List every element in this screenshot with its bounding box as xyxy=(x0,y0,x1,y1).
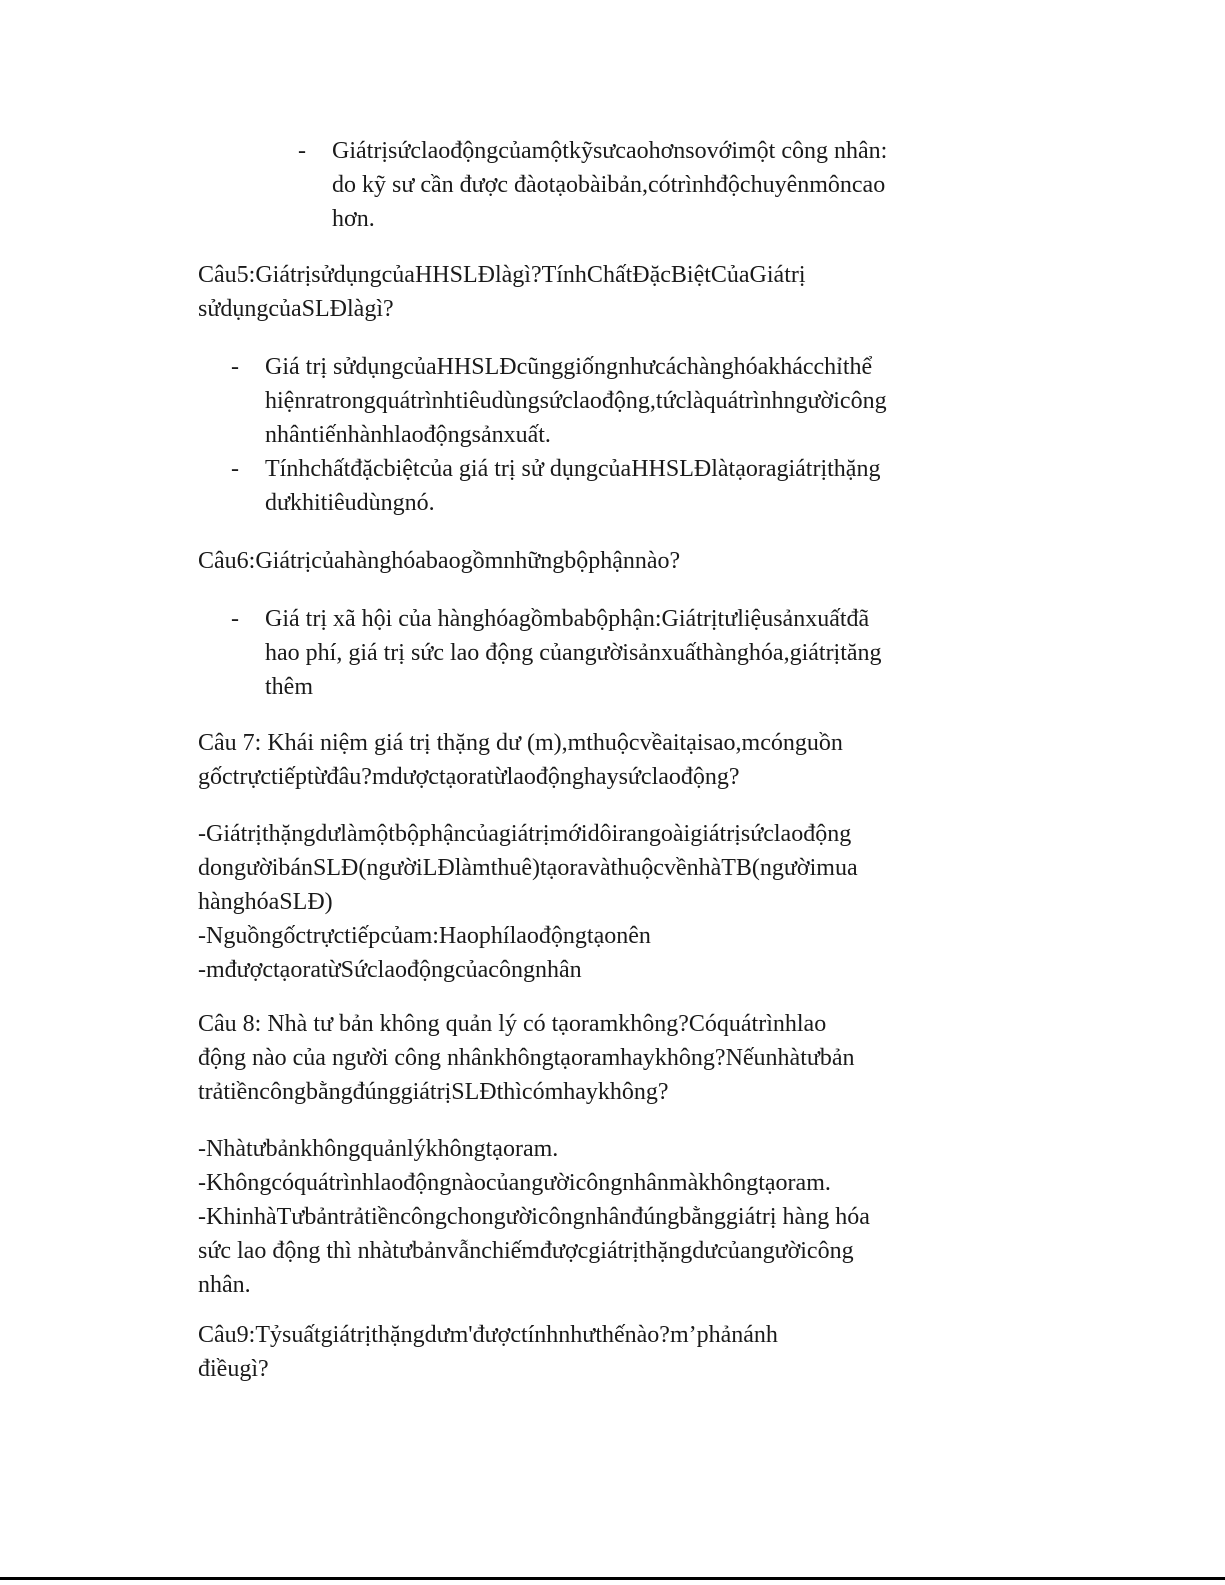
text-line: hơn. xyxy=(332,206,375,232)
text-line: -Giátrịthặngdưlàmộtbộphậncủagiátrịmớidôirangoàigiátrịsứclaođộng xyxy=(198,821,852,847)
text-line: -mđượctạoratừSứclaođộngcủacôngnhân xyxy=(198,957,582,983)
question-8-heading xyxy=(198,1007,998,1109)
text-line: nhântiếnhànhlaođộngsảnxuất. xyxy=(265,422,551,448)
question-6-answers xyxy=(231,602,1011,704)
text-line: hao phí, giá trị sức lao động củangườisảnxuấthànghóa,giátrịtăng xyxy=(265,640,882,666)
text-line: thêm xyxy=(265,674,313,700)
text-line: Giá trị xã hội của hànghóagồmbabộphận:Giátrịtưliệusảnxuấtđã xyxy=(265,606,870,632)
text-line: -Khôngcóquátrìnhlaođộngnàocủangườicôngnhânmàkhôngtạoram. xyxy=(198,1170,831,1196)
text-line: Tínhchấtđặcbiệtcủa giá trị sử dụngcủaHHSLĐlàtạoragiátrịthặng xyxy=(265,456,881,482)
text-line: dongườibánSLĐ(ngườiLĐlàmthuê)tạoravàthuộcvềnhàTB(ngườimua xyxy=(198,855,858,881)
text-line: hànghóaSLĐ) xyxy=(198,889,333,915)
text-line: gốctrựctiếptừđâu?mdượctạoratừlaođộnghaysứclaođộng? xyxy=(198,764,740,790)
text-line: trảtiềncôngbằngđúnggiátrịSLĐthìcómhaykhông? xyxy=(198,1079,669,1105)
question-8-answer xyxy=(198,1132,998,1302)
text-line: sức lao động thì nhàtưbảnvẫnchiếmđượcgiátrịthặngdưcủangườicông xyxy=(198,1238,854,1264)
text-line: sửdụngcủaSLĐlàgì? xyxy=(198,296,394,322)
text-line: nhân. xyxy=(198,1272,251,1298)
bullet-dash: - xyxy=(231,354,239,380)
text-line: Giátrịsứclaođộngcủamộtkỹsưcaohơnsovớimột công nhân: xyxy=(332,138,888,164)
question-9-heading xyxy=(198,1318,998,1386)
text-line: Câu6:Giátrịcủahànghóabaogồmnhữngbộphậnnào? xyxy=(198,548,681,574)
text-line: Câu9:Tỷsuấtgiátrịthặngdưm'đượctínhnhưthếnào?m’phảnánh xyxy=(198,1322,778,1348)
list-item xyxy=(231,602,1011,704)
text-line: Câu5:GiátrịsửdụngcủaHHSLĐlàgì?TínhChấtĐặcBiệtCủaGiátrị xyxy=(198,262,806,288)
page-bottom-border xyxy=(0,1577,1225,1580)
text-line: -Nhàtưbảnkhôngquảnlýkhôngtạoram. xyxy=(198,1136,559,1162)
text-line: dưkhitiêudùngnó. xyxy=(265,490,435,516)
text-line: hiệnratrongquátrìnhtiêudùngsứclaođộng,tứclàquátrìnhngườicông xyxy=(265,388,887,414)
text-line: Câu 7: Khái niệm giá trị thặng dư (m),mthuộcvềaitạisao,mcónguồn xyxy=(198,730,843,756)
bullet-dash: - xyxy=(298,138,306,164)
text-line: -KhinhàTưbảntrảtiềncôngchongườicôngnhânđúngbằnggiátrị hàng hóa xyxy=(198,1204,870,1230)
bullet-dash: - xyxy=(231,606,239,632)
text-line: điềugì? xyxy=(198,1356,269,1382)
text-line: -Nguồngốctrựctiếpcủam:Haophílaođộngtạonên xyxy=(198,923,651,949)
text-line: do kỹ sư cần được đàotạobàibản,cótrìnhđộchuyênmôncao xyxy=(332,172,886,198)
question-6-heading xyxy=(198,544,998,578)
question-7-answer xyxy=(198,817,998,987)
list-item xyxy=(231,452,1011,520)
question-5-heading xyxy=(198,258,998,326)
text-line: động nào của người công nhânkhôngtạoramhaykhông?Nếunhàtưbản xyxy=(198,1045,855,1071)
bullet-list-top xyxy=(298,134,1018,236)
list-item xyxy=(298,134,1018,236)
question-7-heading xyxy=(198,726,998,794)
text-line: Giá trị sửdụngcủaHHSLĐcũnggiốngnhưcáchànghóakhácchỉthể xyxy=(265,354,873,380)
bullet-dash: - xyxy=(231,456,239,482)
question-5-answers xyxy=(231,350,1011,520)
text-line: Câu 8: Nhà tư bản không quản lý có tạoramkhông?Cóquátrìnhlao xyxy=(198,1011,827,1037)
list-item xyxy=(231,350,1011,452)
